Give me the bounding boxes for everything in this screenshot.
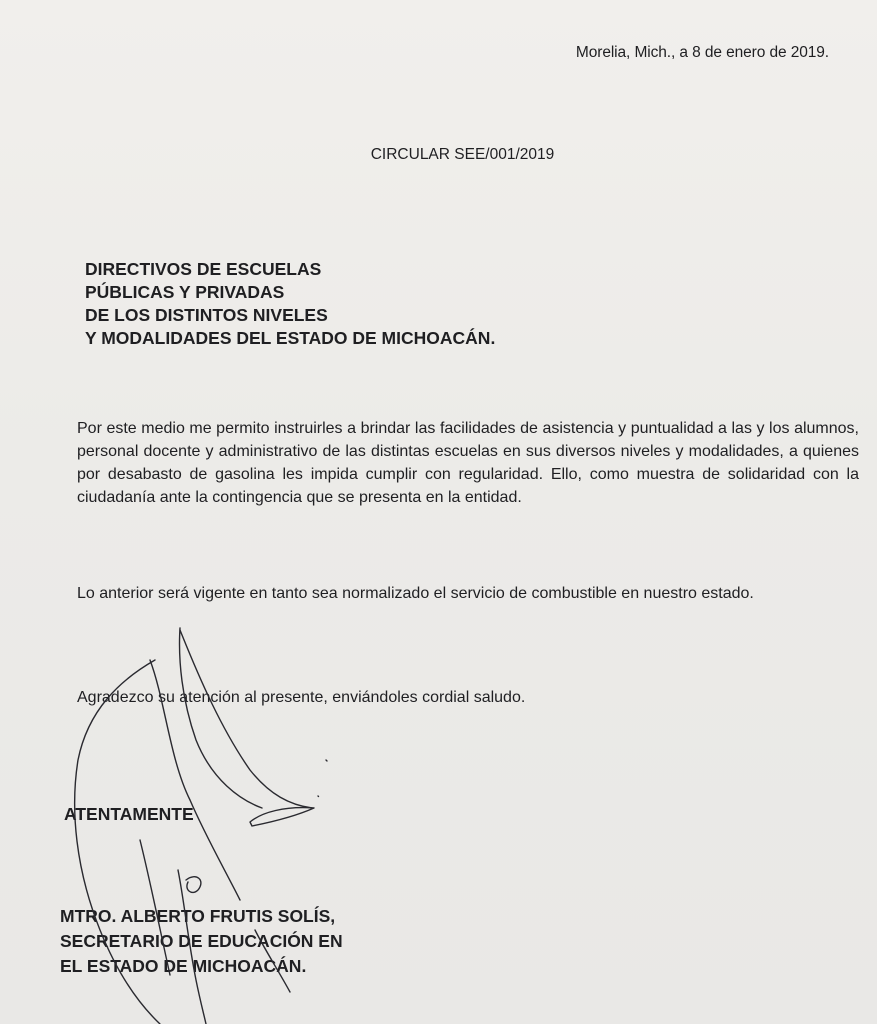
body-paragraph: Por este medio me permito instruirles a brindar las facilidades de asistencia y puntualidad a las y los alumnos, personal docente y administrativo de las distintas escuelas en sus diversos niveles y modalidades, a quienes por desabasto de gasolina les impida cumplir con regularidad. Ello, como muestra de solidaridad con la ciudadanía ante la contingencia que se presenta en la entidad. [77,420,859,506]
recipient-line: Y MODALIDADES DEL ESTADO DE MICHOACÁN. [85,328,496,348]
circular-number: CIRCULAR SEE/001/2019 [370,146,555,163]
date-line: Morelia, Mich., a 8 de enero de 2019. [575,44,829,61]
recipient-line: PÚBLICAS Y PRIVADAS [85,282,285,302]
signer-block [60,904,343,979]
recipient-line: DE LOS DISTINTOS NIVELES [85,305,328,325]
closing-word: ATENTAMENTE [64,804,194,824]
recipients-block [85,258,495,350]
body-paragraph: Agradezco su atención al presente, enviándoles cordial saludo. [77,689,526,706]
signer-line: EL ESTADO DE MICHOACÁN. [60,956,307,976]
signer-line: MTRO. ALBERTO FRUTIS SOLÍS, [60,906,336,926]
recipient-line: DIRECTIVOS DE ESCUELAS [85,259,322,279]
signer-line: SECRETARIO DE EDUCACIÓN EN [60,931,343,951]
body-paragraph: Lo anterior será vigente en tanto sea normalizado el servicio de combustible en nuestro estado. [77,585,754,602]
